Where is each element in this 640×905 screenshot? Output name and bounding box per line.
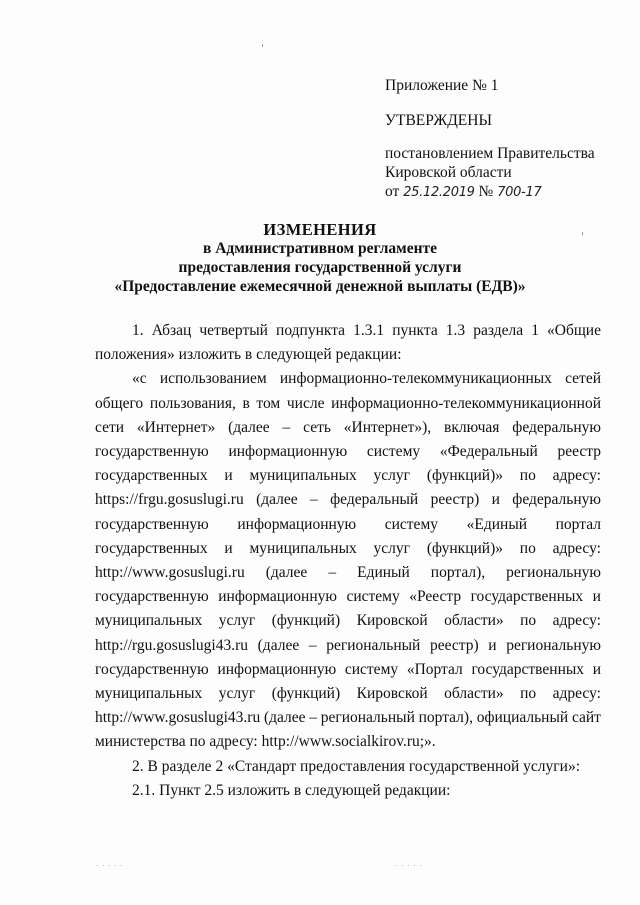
body-word: «Общие [547,322,601,339]
body-word: муниципальных [95,612,203,630]
body-word: области» [444,685,504,703]
body-word: государственную [95,660,209,678]
body-word: муниципальных [249,539,357,557]
body-word: (далее [228,418,270,436]
body-word: информационную [228,443,348,461]
body-word: 1 [531,322,539,339]
body-line: положения» изложить в следующей редакции: [95,346,402,364]
body-line: 2. В разделе 2 «Стандарт предоставления государственной услуги»: [132,757,581,775]
body-word: «Реестр [409,588,462,606]
body-word: услуг [218,612,256,630]
body-word: (функций)» [426,539,504,557]
body-line [95,416,601,440]
body-line [95,585,601,609]
body-word: информационно-телекоммуникационных [279,370,552,388]
body-word: (функций)» [426,467,504,485]
body-word: 1.3 [445,322,466,339]
body-word: и [491,491,500,509]
body-line [95,464,601,488]
body-word: http://www.gosuslugi43.ru [95,709,261,727]
body-word: (функций) [271,612,341,630]
body-word: Кировской [356,685,428,703]
body-word: информационно-телекоммуникационной [331,394,601,412]
body-word: систему [366,443,421,461]
decree-line-1: постановлением Правительства [385,145,595,162]
body-word: государственных [470,588,584,606]
body-word: государственную [95,588,209,606]
body-word: «Единый [466,515,528,533]
body-word: муниципальных [249,467,357,485]
body-word: (далее [257,636,300,654]
body-word: реестр) [429,636,479,654]
body-word: и [224,467,233,485]
body-line [95,488,601,512]
body-line [95,658,601,682]
body-word: сетей [565,370,601,388]
body-word: (далее [265,564,308,582]
body-word: услуг [218,685,256,703]
body-word: – [308,636,317,654]
body-line [95,440,601,464]
title-main: ИЗМЕНЕНИЯ [263,220,377,239]
decree-line-2: Кировской области [385,164,512,181]
body-word: адресу: [552,539,601,557]
scan-dots-left: · · · · · [96,862,124,870]
body-word: реестр) [430,491,480,509]
body-word: Кировской [356,612,428,630]
body-word: региональную [506,636,601,654]
body-word: – [282,418,291,436]
body-word: сайт [571,709,601,727]
body-word: по [520,612,537,630]
body-word: подпункта [276,322,346,339]
body-word: «Портал [406,660,463,678]
body-word: http://rgu.gosuslugi43.ru [95,636,249,654]
body-word: раздела [473,322,524,339]
body-word: по [519,539,536,557]
body-word: Единый [357,564,410,582]
scan-dots-right: · · · · · [395,862,423,870]
body-word: пункта [392,322,438,339]
body-word: по [520,685,537,703]
date-prefix: от [385,183,400,200]
body-line [95,706,601,730]
body-word: реестр [557,443,601,461]
body-word: сети [95,418,125,436]
body-word: (функций) [271,685,341,703]
body-word: «Интернет»), [343,418,432,436]
body-line [95,537,601,561]
title-line-4: «Предоставление ежемесячной денежной выплаты (ЕДВ)» [114,278,526,295]
body-word: портал [555,515,601,533]
body-line [95,319,601,343]
body-word: (далее [263,709,306,727]
body-word: муниципальных [95,685,203,703]
approved-label: УТВЕРЖДЕНЫ [385,112,492,129]
body-word: государственную [95,515,209,533]
body-word: и [488,636,497,654]
document-title [60,220,580,296]
body-line: министерства по адресу: http://www.socialkirov.ru;». [95,733,436,751]
body-word: и [224,539,233,557]
body-line [95,392,601,416]
number-sign: № [478,183,494,200]
body-word: (далее [256,491,298,509]
body-line [95,513,601,537]
body-line [95,609,601,633]
body-word: региональный [320,709,415,727]
body-word: «Федеральный [439,443,538,461]
body-word: региональную [506,564,601,582]
body-line: 2.1. Пункт 2.5 изложить в следующей редакции: [132,781,451,799]
body-word: том [256,394,281,412]
body-word: и [592,660,601,678]
body-word: https://frgu.gosuslugi.ru [95,491,244,509]
body-word: федеральный [330,491,419,509]
handwritten-number: 700-17 [497,185,542,200]
body-word: «с [132,370,147,388]
body-word: информационную [217,660,337,678]
body-word: государственных [95,467,208,485]
body-word: по [519,467,536,485]
body-word: общего [95,394,144,412]
body-word: государственных [95,539,208,557]
body-word: портал), [418,709,473,727]
body-word: информационную [237,515,357,533]
body-word: сеть [303,418,331,436]
body-word: – [310,491,318,509]
title-line-2: в Административном регламенте [202,240,438,257]
decree-date-line [385,182,625,202]
document-body [95,319,601,803]
appendix-label: Приложение № 1 [385,77,499,94]
body-line [95,634,601,658]
body-word: систему [344,660,399,678]
body-word: портал), [430,564,486,582]
handwritten-date: 25.12.2019 [403,185,475,200]
body-word: адресу: [552,685,601,703]
body-word: области» [444,612,504,630]
body-word: использованием [159,370,267,388]
body-word: государственных [471,660,585,678]
body-line [95,561,601,585]
approval-header [385,76,625,202]
body-word: Абзац [151,322,192,339]
body-word: адресу: [552,467,601,485]
body-word: числе [286,394,325,412]
scan-speck [582,232,583,235]
body-word: систему [346,588,400,606]
body-word: «Интернет» [136,418,216,436]
body-word: систему [384,515,439,533]
title-line-3: предоставления государственной услуги [178,259,462,276]
body-word: четвертый [199,322,268,339]
body-line [95,367,601,391]
body-word: пользования, [149,394,236,412]
body-word: включая [444,418,500,436]
body-word: информационную [218,588,337,606]
body-word: – [328,564,337,582]
scan-speck [262,44,263,47]
body-word: услуг [373,539,411,557]
body-word: http://www.gosuslugi.ru [95,564,245,582]
body-word: федеральную [512,418,601,436]
body-word: и [592,588,601,606]
body-word: 1.3.1 [353,322,385,339]
body-word: государственную [95,443,209,461]
body-word: – [309,709,317,727]
body-word: услуг [373,467,411,485]
body-word: региональный [326,636,421,654]
body-word: адресу: [552,612,601,630]
body-word: официальный [476,709,569,727]
body-word: федеральную [512,491,601,509]
body-word: 1. [132,322,144,339]
body-line [95,682,601,706]
body-word: в [242,394,250,412]
